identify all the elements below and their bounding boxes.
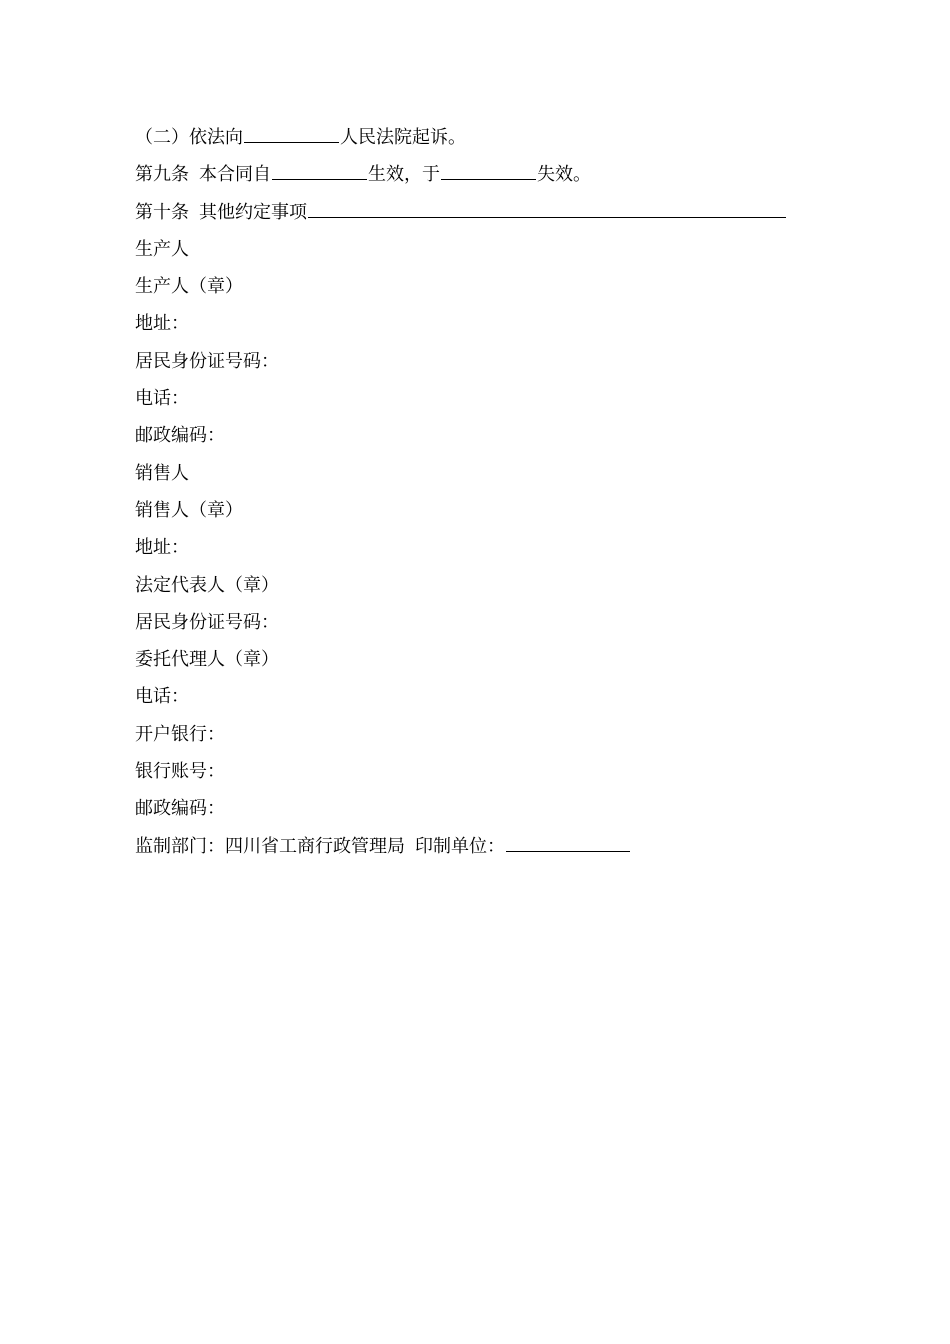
other-terms-blank xyxy=(308,195,786,218)
contract-text xyxy=(135,119,815,865)
seller-bank: 开户银行： xyxy=(135,723,225,745)
court-clause xyxy=(135,119,815,156)
producer-heading: 生产人 xyxy=(135,238,189,260)
printer-blank xyxy=(506,829,630,852)
article-10-label: 第十条 xyxy=(135,201,189,223)
article-9-part2: 生效，于 xyxy=(368,164,440,186)
seller-postcode: 邮政编码： xyxy=(135,798,225,820)
seller-heading: 销售人 xyxy=(135,462,189,484)
producer-postcode: 邮政编码： xyxy=(135,425,225,447)
seller-address: 地址： xyxy=(135,537,189,559)
court-name-blank xyxy=(244,120,339,143)
producer-phone: 电话： xyxy=(135,388,189,410)
seller-account: 银行账号： xyxy=(135,761,225,783)
seller-seal: 销售人（章） xyxy=(135,499,243,521)
seller-phone: 电话： xyxy=(135,686,189,708)
supervisor: 监制部门：四川省工商行政管理局 xyxy=(135,835,405,857)
article-9 xyxy=(135,156,815,193)
court-suffix: 人民法院起诉。 xyxy=(340,127,466,148)
seller-legal-representative: 法定代表人（章） xyxy=(135,574,279,596)
expiry-date-blank xyxy=(441,157,536,180)
article-9-part1: 本合同自 xyxy=(199,164,271,186)
article-9-label: 第九条 xyxy=(135,164,189,186)
producer-id-number: 居民身份证号码： xyxy=(135,350,279,372)
producer-address: 地址： xyxy=(135,313,189,335)
seller-id-number: 居民身份证号码： xyxy=(135,611,279,633)
article-10-text: 其他约定事项 xyxy=(199,201,307,223)
footer-line xyxy=(135,828,815,865)
article-10 xyxy=(135,194,815,231)
effective-date-blank xyxy=(272,157,367,180)
seller-agent: 委托代理人（章） xyxy=(135,649,279,671)
producer-seal: 生产人（章） xyxy=(135,276,243,298)
printer-label: 印制单位： xyxy=(415,835,505,857)
article-9-part3: 失效。 xyxy=(537,164,591,186)
court-prefix: （二）依法向 xyxy=(135,127,243,148)
